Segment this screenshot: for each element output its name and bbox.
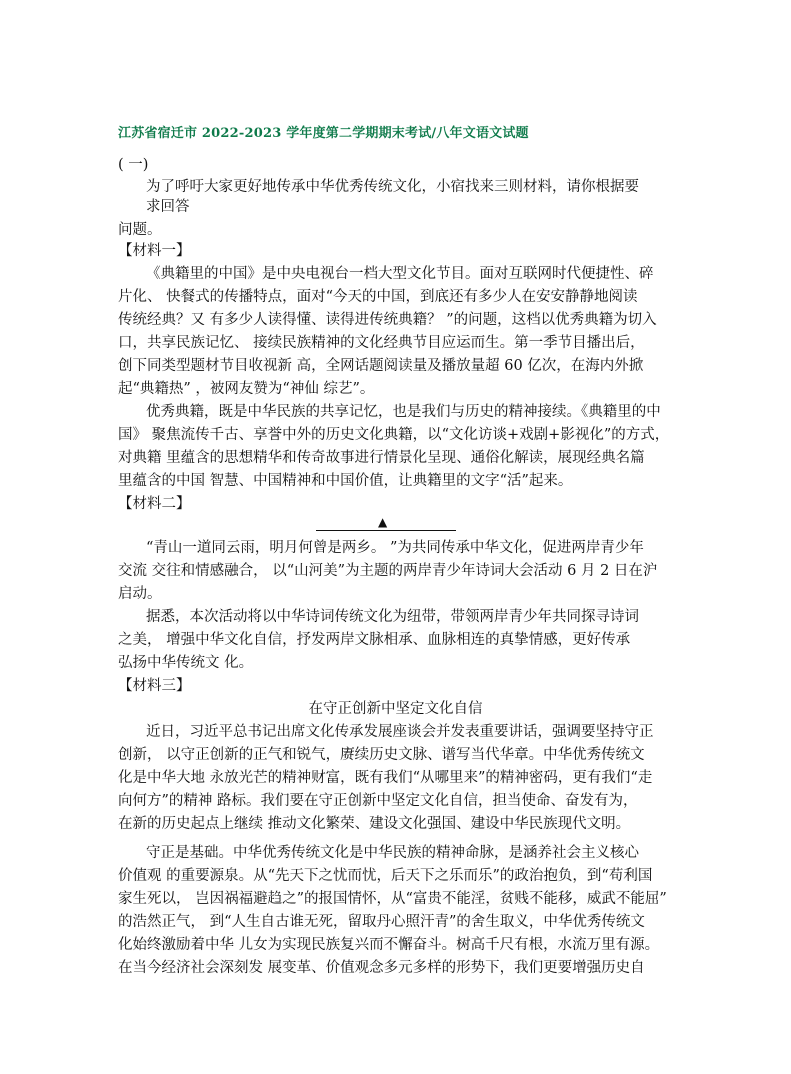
paragraph-line: 之美， 增强中华文化自信，抒发两岸文脉相承、血脉相连的真挚情感，更好传承 — [118, 632, 631, 648]
paragraph-line: 近日，习近平总书记出席文化传承发展座谈会并发表重要讲话，强调要坚持守正 — [146, 724, 654, 740]
article-subtitle: 在守正创新中坚定文化自信 — [308, 701, 483, 717]
section-label: ( 一) — [118, 157, 149, 173]
intro-line: 求回答 — [146, 199, 190, 215]
paragraph-line: “青山一道同云雨，明月何曾是两乡。 ”为共同传承中华文化，促进两岸青少年 — [146, 540, 644, 556]
paragraph-line: 片化、 快餐式的传播特点，面对“今天的中国，到底还有多少人在安安静静地阅读 — [118, 289, 638, 305]
paragraph-line: 化始终激励着中华 儿女为实现民族复兴而不懈奋斗。树高千尺有根，水流万里有源。 — [118, 937, 660, 953]
paragraph-line: 起“典籍热” ，被网友赞为“神仙 综艺”。 — [118, 381, 375, 397]
paragraph-line: 在当今经济社会深刻发 展变革、价值观念多元多样的形势下，我们更要增强历史自 — [118, 960, 645, 976]
intro-line: 为了呼吁大家更好地传承中华优秀传统文化，小宿找来三则材料，请你根据要 — [146, 179, 639, 195]
intro-line: 问题。 — [118, 222, 162, 238]
paragraph-line: 创下同类型题材节目收视新 高，全网话题阅读量及播放量超 60 亿次，在海内外掀 — [118, 358, 644, 374]
paragraph-line: 里蕴含的中国 智慧、中国精神和中国价值，让典籍里的文字“活”起来。 — [118, 473, 573, 489]
paragraph-line: 传统经典？又 有多少人读得懂、读得进传统典籍？ ”的问题，这档以优秀典籍为切入 — [118, 312, 657, 328]
paragraph-line: 弘扬中华传统文 化。 — [118, 655, 254, 671]
paragraph-line: 的浩然正气， 到“人生自古谁无死，留取丹心照汗青”的舍生取义，中华优秀传统文 — [118, 914, 645, 930]
paragraph-line: 守正是基础。中华优秀传统文化是中华民族的精神命脉，是涵养社会主义核心 — [146, 845, 639, 861]
paragraph-line: 口，共享民族记忆、 接续民族精神的文化经典节目应运而生。第一季节目播出后， — [118, 335, 645, 351]
document-title: 江苏省宿迁市 2022-2023 学年度第二学期期末考试/八年文语文试题 — [118, 126, 529, 141]
paragraph-line: 《典籍里的中国》是中央电视台一档大型文化节目。面对互联网时代便捷性、碎 — [146, 266, 654, 282]
paragraph-line: 家生死以， 岂因祸福避趋之”的报国情怀，从“富贵不能淫，贫贱不能移，威武不能屈” — [118, 891, 667, 907]
paragraph-line: 向何方”的精神 路标。我们要在守正创新中坚定文化自信，担当使命、奋发有为， — [118, 793, 638, 809]
blank-marker: ▲ — [378, 515, 388, 529]
paragraph-line: 据悉，本次活动将以中华诗词传统文化为纽带，带领两岸青少年共同探寻诗词 — [146, 609, 639, 625]
paragraph-line: 优秀典籍，既是中华民族的共享记忆，也是我们与历史的精神接续。《典籍里的中 — [146, 404, 661, 420]
material2-heading: 【材料二】 — [118, 496, 191, 512]
paragraph-line: 化是中华大地 永放光芒的精神财富，既有我们“从哪里来”的精神密码，更有我们“走 — [118, 770, 653, 786]
paragraph-line: 国》 聚焦流传千古、享誉中外的历史文化典籍，以“文化访谈+戏剧+影视化”的方式， — [118, 427, 670, 443]
paragraph-line: 交流 交往和情感融合， 以“山河美”为主题的两岸青少年诗词大会活动 6 月 2 日在沪 — [118, 563, 658, 579]
paragraph-line: 在新的历史起点上继续 推动文化繁荣、建设文化强国、建设中华民族现代文明。 — [118, 816, 631, 832]
paragraph-line: 创新， 以守正创新的正气和锐气，赓续历史文脉、谱写当代华章。中华优秀传统文 — [118, 747, 645, 763]
paragraph-line: 启动。 — [118, 586, 162, 602]
paragraph-line: 对典籍 里蕴含的思想精华和传奇故事进行情景化呈现、通俗化解读，展现经典名篇 — [118, 450, 645, 466]
material3-heading: 【材料三】 — [118, 678, 191, 694]
paragraph-line: 价值观 的重要源泉。从“先天下之忧而忧，后天下之乐而乐”的政治抱负，到“苟利国 — [118, 868, 653, 884]
material1-heading: 【材料一】 — [118, 243, 191, 259]
fill-in-blank-line — [316, 530, 456, 531]
